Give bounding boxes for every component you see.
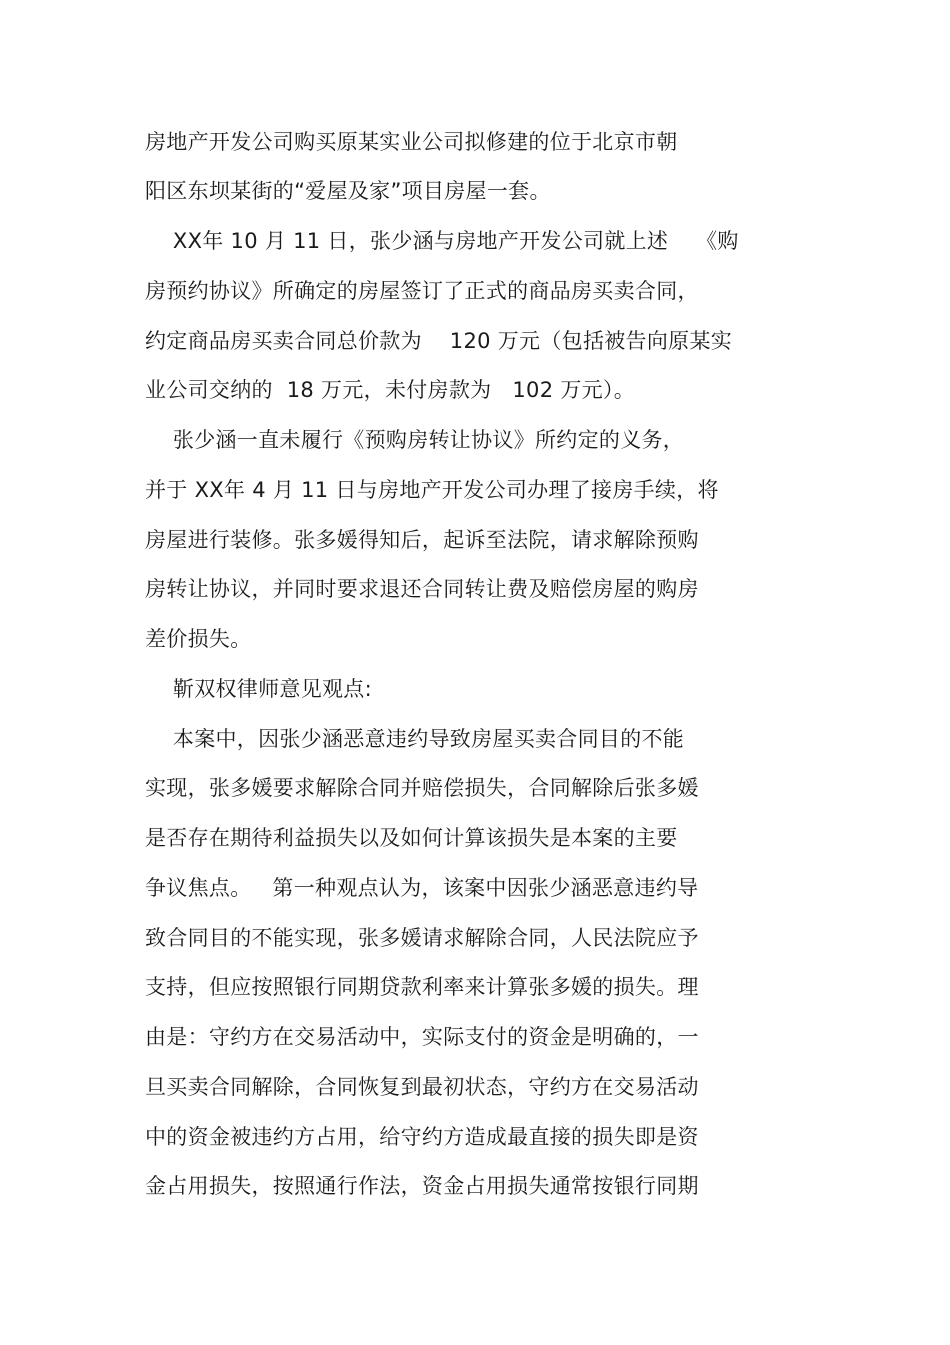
text-line: 支持，但应按照银行同期贷款利率来计算张多媛的损失。理 [145,975,699,999]
text-line: 实现，张多媛要求解除合同并赔偿损失，合同解除后张多媛 [145,776,699,800]
text-line: 并于 XX年 4 月 11 日与房地产开发公司办理了接房手续，将 [145,478,719,502]
text-line: 金占用损失，按照通行作法，资金占用损失通常按银行同期 [145,1174,699,1198]
text-line: 致合同目的不能实现，张多媛请求解除合同，人民法院应予 [145,926,699,950]
text-line: 靳双权律师意见观点: [145,677,372,701]
text-line: 争议焦点。 第一种观点认为，该案中因张少涵恶意违约导 [145,876,699,900]
text-line: 由是：守约方在交易活动中，实际支付的资金是明确的，一 [145,1025,699,1049]
text-line: 业公司交纳的 18 万元，未付房款为 102 万元）。 [145,378,636,402]
text-line: 约定商品房买卖合同总价款为 120 万元（包括被告向原某实 [145,329,733,353]
text-line: 中的资金被违约方占用，给守约方造成最直接的损失即是资 [145,1125,699,1149]
text-line: XX年 10 月 11 日，张少涵与房地产开发公司就上述 《购 [145,229,739,253]
text-line: 旦买卖合同解除，合同恢复到最初状态，守约方在交易活动 [145,1075,699,1099]
text-line: 是否存在期待利益损失以及如何计算该损失是本案的主要 [145,826,678,850]
text-line: 房屋进行装修。张多媛得知后，起诉至法院，请求解除预购 [145,528,699,552]
text-line: 本案中，因张少涵恶意违约导致房屋买卖合同目的不能 [145,727,685,751]
text-line: 房地产开发公司购买原某实业公司拟修建的位于北京市朝 [145,130,678,154]
text-line: 阳区东坝某街的“爱屋及家”项目房屋一套。 [145,179,551,203]
text-line: 房转让协议，并同时要求退还合同转让费及赔偿房屋的购房 [145,577,699,601]
text-line: 差价损失。 [145,627,252,651]
text-line: 张少涵一直未履行《预购房转让协议》所约定的义务， [145,428,685,452]
text-line: 房预约协议》所确定的房屋签订了正式的商品房买卖合同， [145,279,699,303]
